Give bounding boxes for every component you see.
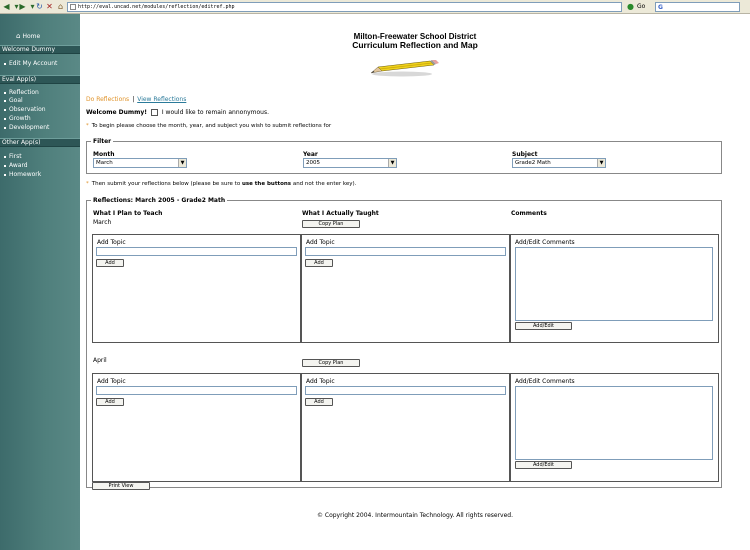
sidebar-item-label: Observation — [9, 106, 46, 113]
back-dropdown-icon[interactable]: ▾ — [14, 2, 19, 11]
comments-textarea[interactable] — [515, 247, 713, 321]
plan-panel — [92, 234, 301, 343]
taught-panel — [301, 234, 510, 343]
bullet-icon — [4, 156, 6, 158]
chevron-down-icon: ▼ — [178, 159, 186, 167]
comments-textarea[interactable] — [515, 386, 713, 460]
comments-panel — [510, 373, 719, 482]
col-comments-header: Comments — [511, 210, 547, 217]
add-button[interactable]: Add — [305, 398, 333, 406]
add-button[interactable]: Add — [96, 259, 124, 267]
sidebar-item-first[interactable] — [4, 153, 22, 161]
bullet-icon — [4, 100, 6, 102]
sidebar-item-label: Growth — [9, 115, 31, 122]
go-icon[interactable]: ● — [627, 2, 634, 11]
back-icon[interactable]: ◀ — [3, 2, 10, 11]
taught-panel — [301, 373, 510, 482]
sidebar-section-other: Other App(s) — [0, 138, 80, 147]
year-label: Year — [303, 151, 318, 158]
bullet-icon — [4, 118, 6, 120]
page-title: Curriculum Reflection and Map — [352, 40, 478, 50]
home-icon[interactable]: ⌂ — [57, 2, 64, 11]
reload-icon[interactable]: ↻ — [36, 2, 43, 11]
bullet-icon — [4, 92, 6, 94]
nav-home-label: Home — [22, 33, 41, 40]
reflections-legend: Reflections: March 2005 - Grade2 Math — [93, 197, 226, 204]
add-edit-button[interactable]: Add/Edit — [515, 461, 572, 469]
sidebar-item-homework[interactable] — [4, 171, 41, 179]
asterisk-icon: * — [86, 123, 89, 129]
plan-topic-input[interactable] — [96, 386, 297, 395]
add-button[interactable]: Add — [96, 398, 124, 406]
month-select[interactable] — [93, 158, 187, 168]
pencil-icon — [368, 60, 440, 78]
search-engine-icon: G — [658, 4, 663, 11]
sidebar-item-label: Award — [9, 162, 28, 169]
taught-topic-input[interactable] — [305, 386, 506, 395]
filter-fieldset — [86, 138, 722, 174]
instruction-submit — [86, 181, 356, 187]
month-select-value: March — [96, 160, 113, 166]
bullet-icon — [4, 165, 6, 167]
copy-plan-button[interactable]: Copy Plan — [302, 359, 360, 367]
url-bar[interactable] — [67, 2, 622, 12]
view-reflections-link[interactable]: View Reflections — [137, 96, 187, 103]
sidebar-item-reflection[interactable] — [4, 89, 39, 97]
add-topic-label: Add Topic — [306, 378, 335, 385]
bullet-icon — [4, 109, 6, 111]
url-text: http://eval.uncad.net/modules/reflection/editref.php — [78, 4, 235, 10]
page-icon — [70, 4, 76, 10]
month-label-march: March — [93, 219, 112, 226]
sidebar-item-label: Edit My Account — [9, 60, 58, 67]
sidebar-item-label: Reflection — [9, 89, 39, 96]
col-taught-header: What I Actually Taught — [302, 210, 379, 217]
sidebar-item-label: First — [9, 153, 22, 160]
add-edit-comments-label: Add/Edit Comments — [515, 378, 575, 385]
stop-icon[interactable]: ✕ — [46, 2, 53, 11]
sidebar-item-label: Goal — [9, 97, 23, 104]
welcome-text: Welcome Dummy! — [86, 109, 148, 116]
add-topic-label: Add Topic — [306, 239, 335, 246]
instruction-text: Then submit your reflections below (please be sure to — [91, 181, 241, 187]
bullet-icon — [4, 127, 6, 129]
forward-dropdown-icon[interactable]: ▾ — [30, 2, 35, 11]
add-topic-label: Add Topic — [97, 239, 126, 246]
subject-select-value: Grade2 Math — [515, 160, 551, 166]
anonymous-checkbox[interactable] — [151, 109, 158, 116]
add-topic-label: Add Topic — [97, 378, 126, 385]
bullet-icon — [4, 63, 6, 65]
subject-label: Subject — [512, 151, 538, 158]
browser-toolbar — [0, 0, 750, 14]
instruction-choose — [86, 123, 331, 129]
bullet-icon — [4, 174, 6, 176]
anonymous-label: I would like to remain annonymous. — [161, 109, 270, 116]
sidebar-item-development[interactable] — [4, 124, 49, 132]
do-reflections-link[interactable]: Do Reflections — [86, 96, 130, 103]
asterisk-icon: * — [86, 181, 89, 187]
month-label: Month — [93, 151, 115, 158]
chevron-down-icon: ▼ — [388, 159, 396, 167]
reflections-fieldset — [86, 197, 722, 489]
month-label-april: April — [93, 357, 107, 364]
copy-plan-button[interactable]: Copy Plan — [302, 220, 360, 228]
main-content — [80, 14, 750, 550]
add-edit-button[interactable]: Add/Edit — [515, 322, 572, 330]
instruction-text: To begin please choose the month, year, and subject you wish to submit reflections for — [91, 123, 332, 129]
sidebar-item-award[interactable] — [4, 162, 28, 170]
sidebar-item-edit-account[interactable] — [4, 60, 57, 68]
add-edit-comments-label: Add/Edit Comments — [515, 239, 575, 246]
sidebar-section-eval: Eval App(s) — [0, 75, 80, 84]
filter-legend: Filter — [93, 138, 112, 145]
sidebar-item-observation[interactable] — [4, 106, 46, 114]
plan-topic-input[interactable] — [96, 247, 297, 256]
plan-panel — [92, 373, 301, 482]
comments-panel — [510, 234, 719, 343]
add-button[interactable]: Add — [305, 259, 333, 267]
sidebar-item-label: Development — [9, 124, 50, 131]
search-input[interactable] — [655, 2, 740, 12]
sidebar-item-label: Homework — [9, 171, 42, 178]
sidebar-section-welcome: Welcome Dummy — [0, 45, 80, 54]
welcome-row — [86, 109, 269, 116]
footer-copyright: © Copyright 2004. Intermountain Technology. All rights reserved. — [316, 512, 514, 519]
house-icon: ⌂ — [16, 32, 21, 40]
subnav — [86, 96, 186, 103]
col-plan-header: What I Plan to Teach — [93, 210, 163, 217]
year-select[interactable] — [303, 158, 397, 168]
sidebar-item-goal[interactable] — [4, 97, 23, 105]
sidebar — [0, 14, 80, 550]
print-view-button[interactable]: Print View — [92, 482, 150, 490]
instruction-text-end: and not the enter key). — [292, 181, 357, 187]
nav-home-link[interactable] — [16, 32, 40, 40]
subnav-separator: | — [132, 96, 135, 103]
go-button[interactable]: Go — [637, 3, 646, 10]
subject-select[interactable] — [512, 158, 606, 168]
sidebar-item-growth[interactable] — [4, 115, 31, 123]
forward-icon[interactable]: ▶ — [19, 2, 26, 11]
chevron-down-icon: ▼ — [597, 159, 605, 167]
year-select-value: 2005 — [306, 160, 320, 166]
district-title: Milton-Freewater School District — [353, 32, 477, 41]
taught-topic-input[interactable] — [305, 247, 506, 256]
instruction-emphasis: use the buttons — [241, 181, 292, 187]
